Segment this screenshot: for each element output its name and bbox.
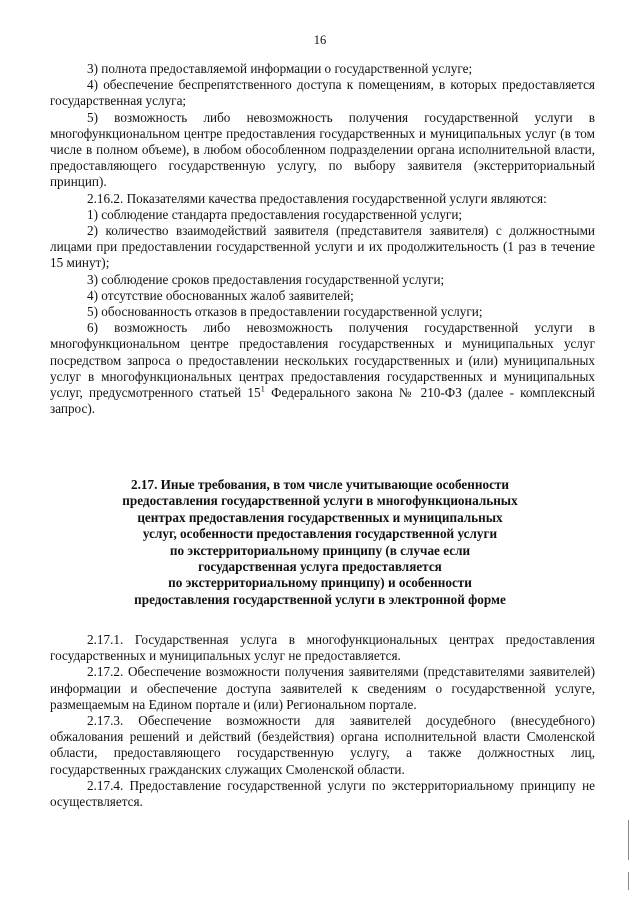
heading-line: предоставления государственной услуги в электронной форме bbox=[134, 591, 506, 607]
body-text-top bbox=[50, 61, 595, 417]
paragraph: 2) количество взаимодействий заявителя (представителя заявителя) с должностными лицами при предоставлении государственной услуги и их продолжительность (1 раз в течение 15 минут); bbox=[50, 223, 595, 271]
heading-line: по экстерриториальному принципу (в случае если bbox=[169, 542, 471, 558]
article-superscript: 1 bbox=[260, 383, 265, 394]
heading-line: предоставления государственной услуги в многофункциональных bbox=[122, 493, 518, 509]
paragraph: 2.17.4. Предоставление государственной услуги по экстерриториальному принципу не осуществляется. bbox=[50, 777, 595, 810]
paragraph: 3) соблюдение сроков предоставления государственной услуги; bbox=[87, 271, 445, 287]
body-text-bottom bbox=[50, 632, 595, 810]
heading-line: центрах предоставления государственных и муниципальных bbox=[137, 509, 503, 525]
paragraph-6 bbox=[50, 320, 595, 417]
paragraph: 2.17.3. Обеспечение возможности для заявителей досудебного (внесудебного) обжалования решений и действий (бездействия) органа исполнительной власти Смоленской области, предоставляющего государственную услугу, а также должностных лиц, государственных гражданских служащих Смоленской области. bbox=[50, 713, 595, 777]
paragraph: 5) возможность либо невозможность получения государственной услуги в многофункциональном центре предоставления государственных и муниципальных услуг (в том числе в полном объеме), в любом обособленном подразделении органа исполнительной власти, предоставляющего государственную услугу, по выбору заявителя (экстерриториальный принцип). bbox=[50, 109, 595, 190]
paragraph: 4) обеспечение беспрепятственного доступа к помещениям, в которых предоставляется государственная услуга; bbox=[50, 77, 595, 109]
paragraph-6-tail: Федерального закона № 210-ФЗ (далее - комплексный запрос). bbox=[50, 385, 595, 417]
paragraph: 5) обоснованность отказов в предоставлении государственной услуги; bbox=[87, 304, 483, 320]
scan-edge-mark bbox=[628, 820, 629, 860]
page-number: 16 bbox=[313, 33, 327, 47]
heading-line: услуг, особенности предоставления государственной услуги bbox=[142, 526, 498, 542]
paragraph: 2.17.1. Государственная услуга в многофункциональных центрах предоставления государственных и муниципальных услуг не предоставляется. bbox=[50, 632, 595, 664]
paragraph: 2.16.2. Показателями качества предоставления государственной услуги являются: bbox=[87, 190, 547, 206]
section-heading-2-17 bbox=[70, 477, 570, 608]
scan-edge-mark bbox=[628, 872, 629, 890]
paragraph: 1) соблюдение стандарта предоставления государственной услуги; bbox=[87, 206, 463, 222]
paragraph: 4) отсутствие обоснованных жалоб заявителей; bbox=[87, 287, 354, 303]
paragraph: 2.17.2. Обеспечение возможности получения заявителями (представителями заявителей) информации и обеспечение доступа заявителей к сведениям о государственной услуге, размещаемым на Едином портале и (или) Региональном портале. bbox=[50, 664, 595, 712]
paragraph: 3) полнота предоставляемой информации о государственной услуге; bbox=[87, 61, 473, 76]
heading-line: государственная услуга предоставляется bbox=[198, 559, 442, 575]
heading-line: по экстерриториальному принципу) и особенности bbox=[168, 575, 472, 591]
paragraph-6-text: 6) возможность либо невозможность получения государственной услуги в многофункциональном центре предоставления государственных и муниципальных услуг посредством запроса о предоставлении нескольких государственных и (или) муниципальных услуг в многофункциональных центрах предоставления государственных и муниципальных услуг, предусмотренного статьей 15 bbox=[50, 320, 595, 401]
heading-line: 2.17. Иные требования, в том числе учитывающие особенности bbox=[130, 477, 510, 492]
